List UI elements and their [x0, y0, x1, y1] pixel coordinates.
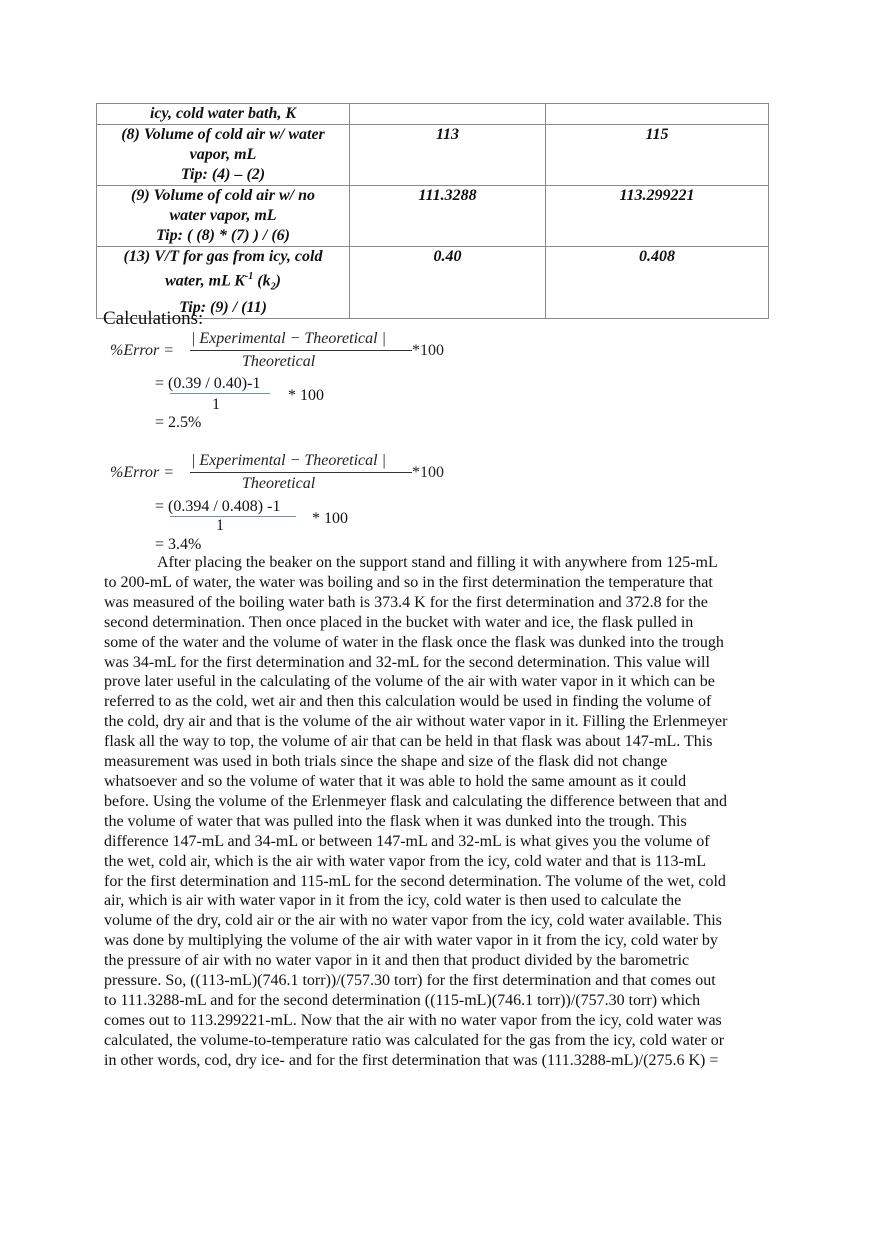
calc1-multiplier: * 100 — [288, 387, 324, 404]
table-label-cell — [97, 104, 350, 125]
paragraph-line: referred to as the cold, wet air and then this calculation would be used in finding the volume of — [104, 693, 712, 711]
data-table — [96, 103, 769, 319]
table-label-text: ) — [275, 272, 281, 290]
table-value-cell: 0.40 — [350, 247, 546, 319]
paragraph-line: comes out to 113.299221-mL. Now that the air with no water vapor from the icy, cold water was — [104, 1011, 722, 1029]
paragraph-line: the wet, cold air, which is the air with water vapor from the icy, cold water and that is 113-mL — [104, 852, 706, 870]
paragraph-line: the cold, dry air and that is the volume of the air without water vapor in it. Filling the Erlenmeyer — [104, 713, 728, 731]
formula-fraction-bar — [190, 472, 412, 473]
paragraph-line: the pressure of air with no water vapor in it and then that product divided by the barometric — [104, 952, 690, 970]
paragraph-line: second determination. Then once placed in the bucket with water and ice, the flask pulled in — [104, 613, 694, 631]
table-value-cell — [546, 104, 769, 125]
paragraph-line: was measured of the boiling water bath is 373.4 K for the first determination and 372.8 for the — [104, 593, 708, 611]
paragraph-line: measurement was used in both trials since the shape and size of the flask did not change — [104, 753, 668, 771]
formula-denominator: Theoretical — [242, 475, 316, 492]
paragraph-line: before. Using the volume of the Erlenmeyer flask and calculating the difference between that and — [104, 792, 728, 810]
formula-lhs: %Error = — [110, 342, 174, 359]
table-label-line: Tip: ( (8) * (7) ) / (6) — [155, 227, 291, 244]
paragraph-line: air, which is air with water vapor in it from the icy, cold water is then used to calculate the — [104, 892, 682, 910]
table-value-cell — [350, 104, 546, 125]
table-label-line — [101, 267, 345, 298]
calc2-numerator: = (0.394 / 0.408) -1 — [155, 498, 281, 515]
table-value-cell: 111.3288 — [350, 186, 546, 247]
paragraph-line: prove later useful in the calculating of the volume of the air with water vapor in it which can be — [104, 673, 715, 691]
paragraph-line: calculated, the volume-to-temperature ratio was calculated for the gas from the icy, cold water or — [104, 1031, 725, 1049]
formula-numerator: | Experimental − Theoretical | — [191, 452, 386, 469]
calc2-result: = 3.4% — [155, 536, 202, 553]
formula-lhs: %Error = — [110, 464, 174, 481]
table-label-line: Tip: (9) / (11) — [179, 298, 267, 316]
calc2-fraction-bar — [170, 516, 296, 517]
table-row — [97, 186, 769, 247]
paragraph-line: After placing the beaker on the support stand and filling it with anywhere from 125-mL — [157, 554, 718, 571]
paragraph-line: to 200-mL of water, the water was boiling and so in the first determination the temperature that — [104, 573, 713, 591]
table-value-cell: 113 — [350, 125, 546, 186]
calc2-multiplier: * 100 — [312, 510, 348, 527]
paragraph-line: the volume of water that was pulled into the flask when it was dunked into the trough. This — [104, 812, 687, 830]
table-label-cell — [97, 125, 350, 186]
paragraph-line: volume of the dry, cold air or the air with no water vapor from the icy, cold water available. This — [104, 912, 722, 930]
formula-fraction-bar — [190, 350, 412, 351]
paragraph-line: was 34-mL for the first determination and 32-mL for the second determination. This value will — [104, 653, 710, 671]
table-label-line: vapor, mL — [189, 146, 257, 163]
table-label-line: water vapor, mL — [169, 207, 277, 224]
body-paragraph — [104, 553, 784, 1071]
table-label-line: (13) V/T for gas from icy, cold — [123, 248, 323, 265]
percent-error-formula — [110, 330, 444, 376]
table-label-line: Tip: (4) – (2) — [180, 166, 266, 183]
calc1-numerator: = (0.39 / 0.40)-1 — [155, 375, 261, 392]
calc1-result: = 2.5% — [155, 414, 202, 431]
table-label-text: water, mL K — [165, 272, 245, 290]
table-label-line: icy, cold water bath, K — [149, 105, 297, 122]
table-label-line: (8) Volume of cold air w/ water — [121, 126, 325, 143]
subscript: 2 — [270, 281, 276, 293]
formula-multiplier: *100 — [412, 464, 444, 481]
table-value-cell: 0.408 — [546, 247, 769, 319]
percent-error-formula — [110, 452, 444, 498]
table-row — [97, 104, 769, 125]
paragraph-line: in other words, cod, dry ice- and for the first determination that was (111.3288-mL)/(275.6 K) = — [104, 1051, 719, 1069]
formula-multiplier: *100 — [412, 342, 444, 359]
paragraph-line: for the first determination and 115-mL for the second determination. The volume of the wet, cold — [104, 872, 726, 890]
table-row — [97, 125, 769, 186]
table-value-cell: 115 — [546, 125, 769, 186]
calc1-fraction-bar — [170, 393, 270, 394]
table-label-cell — [97, 186, 350, 247]
calc2-denominator: 1 — [216, 517, 224, 534]
table-label-line: (9) Volume of cold air w/ no — [130, 187, 315, 204]
table-label-text: (k — [253, 272, 271, 290]
formula-denominator: Theoretical — [242, 353, 316, 370]
superscript: -1 — [244, 271, 254, 282]
formula-numerator: | Experimental − Theoretical | — [191, 330, 386, 347]
paragraph-line: pressure. So, ((113-mL)(746.1 torr))/(757.30 torr) for the first determination and that comes out — [104, 972, 716, 990]
paragraph-line: some of the water and the volume of water in the flask once the flask was dunked into the trough — [104, 633, 724, 651]
paragraph-line: was done by multiplying the volume of the air with water vapor in it from the icy, cold water by — [104, 932, 718, 950]
calc1-denominator: 1 — [212, 396, 220, 413]
paragraph-line: to 111.3288-mL and for the second determination ((115-mL)(746.1 torr))/(757.30 torr) which — [104, 991, 701, 1009]
paragraph-line: difference 147-mL and 34-mL or between 147-mL and 32-mL is what gives you the volume of — [104, 832, 710, 850]
calculations-heading: Calculations: — [103, 308, 204, 329]
paragraph-line: flask all the way to top, the volume of air that can be held in that flask was about 147-mL. This — [104, 733, 713, 751]
table-value-cell: 113.299221 — [546, 186, 769, 247]
paragraph-line: whatsoever and so the volume of water that it was able to hold the same amount as it could — [104, 772, 687, 790]
